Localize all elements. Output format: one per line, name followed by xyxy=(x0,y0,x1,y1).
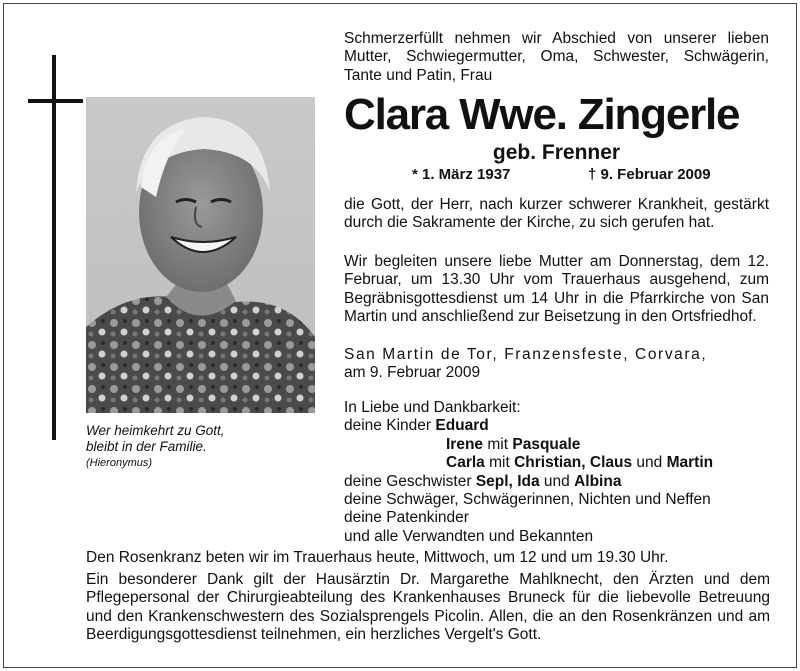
children-row xyxy=(344,454,774,472)
birth-date: * 1. März 1937 xyxy=(412,166,511,183)
children-row xyxy=(344,417,774,435)
child-name: Carla xyxy=(446,454,485,472)
birth-name: geb. Frenner xyxy=(492,141,621,164)
death-date: † 9. Februar 2009 xyxy=(588,166,711,183)
siblings-label: deine Geschwister xyxy=(344,472,472,490)
partner-name: Pasquale xyxy=(512,435,581,453)
godchildren-row: deine Patenkinder xyxy=(344,509,469,527)
photo-caption xyxy=(86,423,326,471)
grandchild-name: Claus xyxy=(589,454,633,472)
thanks-text: Ein besonderer Dank gilt der Hausärztin Dr. Margarethe Mahlknecht, den Ärzten und dem Pflegepersonal der Chirurgieabteilung des Krankenhauses Bruneck für die liebevolle Betreuung und den Krankenschwestern des Sozialsprengels Picolin. Allen, die an den Rosenkränzen und am Beerdigungsgottesdienst teilnehmen, ein herzliches Vergelt's Gott. xyxy=(86,571,770,644)
connector-text: und xyxy=(636,454,663,472)
connector-text: und xyxy=(543,472,570,490)
intro-text: Schmerzerfüllt nehmen wir Abschied von unserer lieben Mutter, Schwiegermutter, Oma, Schwester, Schwägerin, Tante und Patin, Frau xyxy=(344,30,769,84)
siblings-row xyxy=(344,473,774,491)
grandchild-name: Martin xyxy=(666,454,714,472)
cross-icon-bar xyxy=(28,99,83,103)
mourners-list xyxy=(344,399,774,546)
child-name: Eduard xyxy=(435,417,489,435)
places-line: San Martin de Tor, Franzensfeste, Corvara, xyxy=(344,346,708,363)
caption-line: Wer heimkehrt zu Gott, xyxy=(86,423,225,438)
date-line: am 9. Februar 2009 xyxy=(344,364,481,381)
caption-line: bleibt in der Familie. xyxy=(86,439,207,454)
child-name: Irene xyxy=(446,435,484,453)
caption-source: (Hieronymus) xyxy=(86,457,153,469)
inlaws-row: deine Schwäger, Schwägerinnen, Nichten und Neffen xyxy=(344,490,711,508)
sibling-name: Sepl, xyxy=(475,472,513,490)
children-label: deine Kinder xyxy=(344,417,432,435)
grandchild-name: Christian, xyxy=(514,454,586,472)
mourners-intro: In Liebe und Dankbarkeit: xyxy=(344,399,521,416)
children-row xyxy=(344,436,774,454)
deceased-name: Clara Wwe. Zingerle xyxy=(344,90,740,139)
cross-icon xyxy=(52,55,56,440)
sibling-name: Albina xyxy=(574,472,622,490)
sibling-name: Ida xyxy=(517,472,540,490)
portrait-photo xyxy=(86,97,315,413)
paragraph-passing: die Gott, der Herr, nach kurzer schwerer Krankheit, gestärkt durch die Sakramente der Kirche, zu sich gerufen hat. xyxy=(344,196,769,232)
connector-text: mit xyxy=(487,435,509,453)
rosary-text: Den Rosenkranz beten wir im Trauerhaus heute, Mittwoch, um 12 und um 19.30 Uhr. xyxy=(86,549,669,566)
connector-text: mit xyxy=(489,454,510,472)
relatives-row: und alle Verwandten und Bekannten xyxy=(344,527,594,545)
paragraph-funeral: Wir begleiten unsere liebe Mutter am Donnerstag, dem 12. Februar, um 13.30 Uhr vom Trauerhaus ausgehend, zum Begräbnisgottesdienst um 14 Uhr in die Pfarrkirche von San Martin und anschließend zur Beisetzung in den Ortsfriedhof. xyxy=(344,253,769,326)
